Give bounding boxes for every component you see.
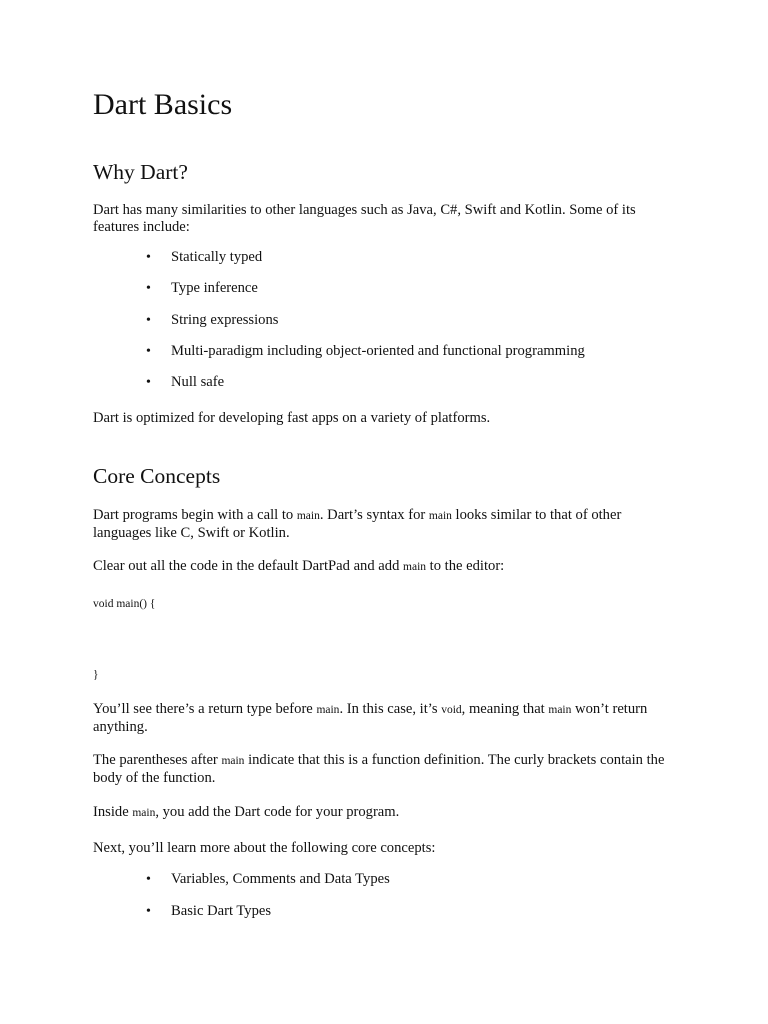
text-run: . Dart’s syntax for: [319, 507, 429, 523]
bullet-icon: •: [146, 313, 151, 328]
inline-code: main: [316, 704, 340, 716]
inline-code: main: [428, 510, 452, 522]
text-run: You’ll see there’s a return type before: [93, 701, 317, 717]
page-title: Dart Basics: [93, 88, 233, 121]
inline-code: main: [132, 807, 156, 819]
text-run: . In this case, it’s: [339, 701, 442, 717]
list-item-text: Basic Dart Types: [171, 903, 272, 919]
paragraph-core-1: [93, 507, 683, 542]
bullet-icon: •: [146, 250, 151, 265]
paragraph-core-6: Next, you’ll learn more about the following core concepts:: [93, 840, 436, 856]
inline-code: main: [403, 561, 427, 573]
text-run: The parentheses after: [93, 752, 222, 768]
bullet-icon: •: [146, 344, 151, 359]
list-item-text: Null safe: [171, 374, 225, 390]
paragraph-core-4: [93, 752, 683, 787]
list-item-text: Multi-paradigm including object-oriented and functional programming: [171, 343, 585, 359]
text-run: won’t return anything.: [93, 701, 648, 735]
text-run: looks similar to that of other languages like C, Swift or Kotlin.: [93, 507, 622, 541]
heading-core-concepts: Core Concepts: [93, 464, 221, 488]
inline-code: main: [548, 704, 572, 716]
list-item-text: String expressions: [171, 312, 279, 328]
text-run: indicate that this is a function definition. The curly brackets contain the body of the function.: [93, 752, 665, 786]
paragraph-core-3: [93, 701, 683, 736]
bullet-icon: •: [146, 281, 151, 296]
list-item-text: Statically typed: [171, 249, 263, 265]
text-run: Dart programs begin with a call to: [93, 507, 297, 523]
text-run: , you add the Dart code for your program.: [155, 804, 400, 820]
inline-code: void: [441, 704, 462, 716]
code-line-close: }: [93, 669, 99, 681]
bullet-icon: •: [146, 375, 151, 390]
list-item-text: Variables, Comments and Data Types: [171, 871, 390, 887]
text-run: Inside: [93, 804, 133, 820]
paragraph-core-5: [93, 804, 683, 822]
paragraph-why-intro: Dart has many similarities to other languages such as Java, C#, Swift and Kotlin. Some of its features include:: [93, 202, 636, 235]
paragraph-why-closing: Dart is optimized for developing fast apps on a variety of platforms.: [93, 410, 491, 426]
inline-code: main: [296, 510, 320, 522]
inline-code: main: [221, 755, 245, 767]
text-run: Clear out all the code in the default DartPad and add: [93, 558, 404, 574]
bullet-icon: •: [146, 872, 151, 887]
code-line-open: void main() {: [93, 598, 156, 610]
heading-why-dart: Why Dart?: [93, 160, 188, 184]
text-run: to the editor:: [426, 558, 505, 574]
bullet-icon: •: [146, 904, 151, 919]
list-item-text: Type inference: [171, 280, 258, 296]
paragraph-core-2: [93, 558, 683, 576]
text-run: , meaning that: [461, 701, 549, 717]
